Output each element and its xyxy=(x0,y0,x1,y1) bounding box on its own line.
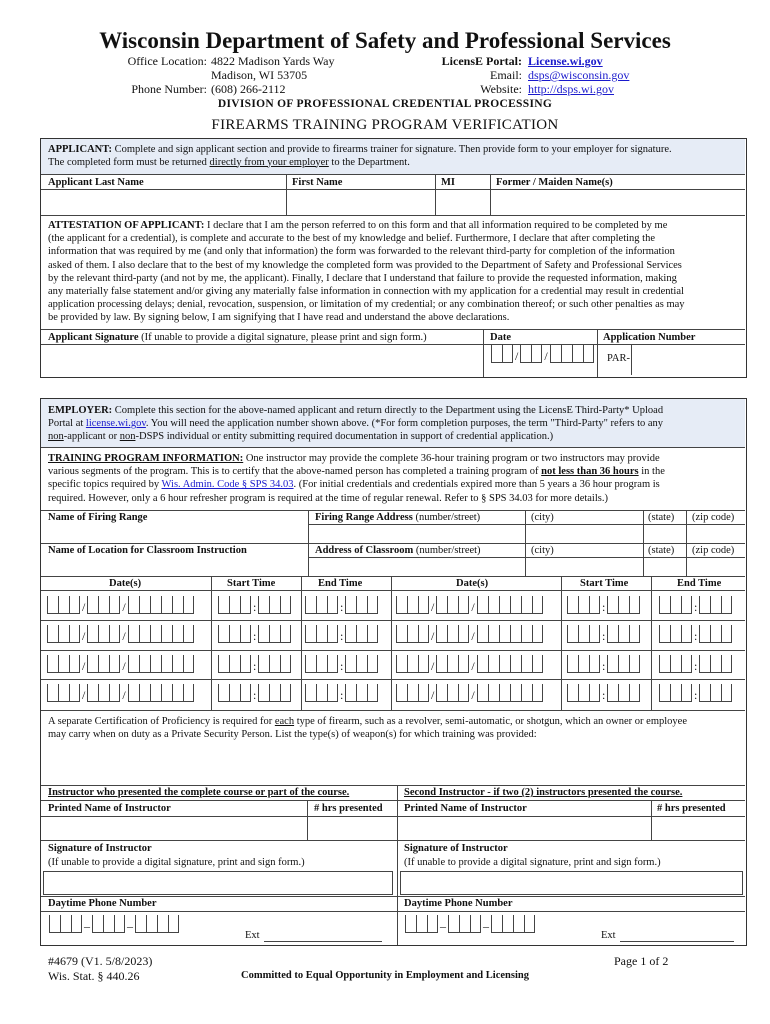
start-time-right-2[interactable]: : xyxy=(567,625,640,643)
employer-intro-l3a: -applicant or xyxy=(63,431,120,443)
training-l3b: . (For initial credentials and credentials expired more than 5 years a 36 hour program is xyxy=(293,479,660,491)
employer-intro-l3u2: non xyxy=(119,431,136,443)
applicant-intro-l2b: to the Department. xyxy=(328,156,410,168)
classroom-location-label: Name of Location for Classroom Instruction xyxy=(48,545,247,556)
footer-motto: Committed to Equal Opportunity in Employment and Licensing xyxy=(241,970,529,981)
weapon-l1u: each xyxy=(274,716,295,727)
hrs-label-1: # hrs presented xyxy=(314,803,383,814)
employer-intro xyxy=(48,404,663,444)
attestation-line: any materially false statement and/or giving any materially false information in connection with my application for a credential may result in credential xyxy=(48,286,684,298)
training-date-left-3[interactable]: / / xyxy=(47,655,194,673)
phone-label-2: Daytime Phone Number xyxy=(404,898,513,909)
end-time-header-right: End Time xyxy=(677,578,722,589)
end-time-left-2[interactable]: : xyxy=(305,625,378,643)
weapon-l2: may carry when on duty as a Private Security Person. List the type(s) of weapon(s) for which training was provided: xyxy=(48,729,537,741)
application-number-label: Application Number xyxy=(603,332,696,343)
firing-range-state-field[interactable] xyxy=(644,525,685,542)
training-date-right-3[interactable]: / / xyxy=(396,655,543,673)
training-l4: required. However, only a 6 hour refresher program is required at the time of regular renewal. Refer to § SPS 34.03 for more details.) xyxy=(48,492,608,504)
start-time-header-right: Start Time xyxy=(580,578,629,589)
hrs-label-2: # hrs presented xyxy=(657,803,726,814)
signature-label-1 xyxy=(48,842,305,870)
applicant-intro-l2a: The completed form must be returned xyxy=(48,156,210,168)
start-time-header-left: Start Time xyxy=(227,578,276,589)
portal-label: LicensE Portal: xyxy=(441,54,522,68)
attestation-heading: ATTESTATION OF APPLICANT: xyxy=(48,220,205,231)
second-instructor-heading xyxy=(404,787,682,798)
office-label: Office Location: xyxy=(127,54,207,68)
employer-intro-l1: Complete this section for the above-named applicant and return directly to the Department using the LicensE Third-Party* Upload xyxy=(112,405,664,416)
applicant-section xyxy=(40,138,747,378)
website-label: Website: xyxy=(480,82,522,96)
end-time-right-3[interactable]: : xyxy=(659,655,732,673)
first-name-field[interactable] xyxy=(287,190,434,214)
employer-intro-l3u1: non xyxy=(48,431,64,443)
instructor2-hrs-field[interactable] xyxy=(652,817,745,839)
first-instructor-heading-text: Instructor who presented the complete course or part of the course. xyxy=(48,787,350,798)
attestation-line: asked of them. I also declare that to the best of my knowledge the completed form was provided to the Department of Safety and Professional Services xyxy=(48,259,682,271)
second-instructor-heading-text: Second Instructor - if two (2) instructors presented the course. xyxy=(404,787,683,798)
first-name-label: First Name xyxy=(292,177,343,188)
agency-title: Wisconsin Department of Safety and Professional Services xyxy=(99,28,671,53)
employer-intro-l2b: . You will need the application number shown above. (*For form completion purposes, the term "Third-Party" refers to any xyxy=(145,418,664,430)
phone-label-1: Daytime Phone Number xyxy=(48,898,157,909)
weapon-l1b: type of firearm, such as a revolver, semi-automatic, or shotgun, which an owner or employee xyxy=(294,716,687,727)
instructor1-ext-field[interactable] xyxy=(264,929,382,942)
application-prefix: PAR- xyxy=(607,353,630,364)
applicant-intro-heading: APPLICANT: xyxy=(48,144,112,155)
training-l1: One instructor may provide the complete 36-hour training program or two instructors may provide xyxy=(243,453,660,464)
applicant-signature-field[interactable] xyxy=(41,345,482,377)
firing-range-city-field[interactable] xyxy=(526,525,642,542)
dates-header-left: Date(s) xyxy=(109,578,142,589)
training-info xyxy=(48,452,665,505)
applicant-signature-label xyxy=(48,332,427,343)
class-state-label: (state) xyxy=(648,545,675,556)
row-divider xyxy=(41,679,745,680)
instructor2-ext-field[interactable] xyxy=(620,929,734,942)
form-title: FIREARMS TRAINING PROGRAM VERIFICATION xyxy=(211,117,559,133)
training-l2a: various segments of the program. This is to certify that the above-named person has completed a training program of xyxy=(48,466,542,478)
attestation-text xyxy=(48,219,743,325)
row-divider xyxy=(41,650,745,651)
class-zip-label: (zip code) xyxy=(692,545,735,556)
first-instructor-heading xyxy=(48,787,349,798)
classroom-zip-field[interactable] xyxy=(687,558,745,575)
applicant-signature-note: (If unable to provide a digital signature, please print and sign form.) xyxy=(141,332,427,343)
start-time-right-3[interactable]: : xyxy=(567,655,640,673)
start-time-left-4[interactable]: : xyxy=(218,684,291,702)
instructor1-hrs-field[interactable] xyxy=(308,817,396,839)
weapon-l1a: A separate Certification of Proficiency is required for xyxy=(48,716,275,727)
start-time-left-1[interactable]: : xyxy=(218,596,291,614)
end-time-header-left: End Time xyxy=(318,578,363,589)
signature-note-2: (If unable to provide a digital signature, print and sign form.) xyxy=(404,857,661,868)
contact-info xyxy=(430,54,629,96)
row-divider xyxy=(41,620,745,621)
end-time-right-2[interactable]: : xyxy=(659,625,732,643)
agency-phone: (608) 266-2112 xyxy=(211,82,286,96)
printed-name-label-1: Printed Name of Instructor xyxy=(48,803,171,814)
training-date-left-4[interactable]: / / xyxy=(47,684,194,702)
range-zip-label: (zip code) xyxy=(692,512,735,523)
instructor1-phone-field[interactable]: – – xyxy=(49,915,179,933)
firing-range-address-label xyxy=(315,512,480,523)
training-date-right-4[interactable]: / / xyxy=(396,684,543,702)
signature-title-2: Signature of Instructor xyxy=(404,843,508,854)
attestation-line: application processing delays; denial, revocation, suspension, or limitation of my credential; or any combination thereof; or such other penalties as may xyxy=(48,299,685,311)
mi-field[interactable] xyxy=(436,190,489,214)
classroom-address-label xyxy=(315,545,481,556)
admin-code-link[interactable]: Wis. Admin. Code § SPS 34.03 xyxy=(161,479,294,491)
instructor1-signature-field[interactable] xyxy=(43,871,393,895)
training-l3a: specific topics required by xyxy=(48,479,162,491)
phone-label: Phone Number: xyxy=(131,82,207,96)
form-id: #4679 (V1. 5/8/2023) xyxy=(48,954,153,968)
signature-label-2 xyxy=(404,842,661,870)
portal-link[interactable]: License.wi.gov xyxy=(528,54,603,68)
start-time-right-1[interactable]: : xyxy=(567,596,640,614)
training-date-right-2[interactable]: / / xyxy=(396,625,543,643)
end-time-left-1[interactable]: : xyxy=(305,596,378,614)
ext-label-2: Ext xyxy=(601,930,616,941)
employer-intro-heading: EMPLOYER: xyxy=(48,405,113,416)
printed-name-label-2: Printed Name of Instructor xyxy=(404,803,527,814)
former-name-label: Former / Maiden Name(s) xyxy=(496,177,613,188)
former-name-field[interactable] xyxy=(491,190,745,214)
training-l2c: in the xyxy=(638,466,665,478)
attestation-line: I declare that I am the person referred to on this form and that all information required to be completed by me xyxy=(204,220,668,231)
weapon-types-field[interactable] xyxy=(45,743,741,783)
end-time-left-4[interactable]: : xyxy=(305,684,378,702)
firing-range-zip-field[interactable] xyxy=(687,525,745,542)
licensee-portal-link[interactable]: license.wi.gov xyxy=(85,418,146,430)
attestation-line: be provided by law. By signing below, I am signifying that I have read and understand the above declarations. xyxy=(48,312,510,324)
end-time-left-3[interactable]: : xyxy=(305,655,378,673)
training-hours: not less than 36 hours xyxy=(541,466,639,478)
applicant-intro-text: Complete and sign applicant section and provide to firearms trainer for signature. Then provide form to your employer for signature. xyxy=(111,144,672,155)
signature-title-1: Signature of Instructor xyxy=(48,843,152,854)
dates-header-right: Date(s) xyxy=(456,578,489,589)
end-time-right-4[interactable]: : xyxy=(659,684,732,702)
instructor2-signature-field[interactable] xyxy=(400,871,743,895)
page-number: Page 1 of 2 xyxy=(614,954,669,968)
mi-label: MI xyxy=(441,177,455,188)
training-date-right-1[interactable]: / / xyxy=(396,596,543,614)
website-link[interactable]: http://dsps.wi.gov xyxy=(528,82,615,96)
firing-range-street-field[interactable] xyxy=(309,525,524,542)
applicant-intro xyxy=(48,144,672,169)
classroom-city-field[interactable] xyxy=(526,558,642,575)
classroom-street-field[interactable] xyxy=(309,558,524,575)
range-city-label: (city) xyxy=(531,512,554,523)
start-time-left-3[interactable]: : xyxy=(218,655,291,673)
start-time-left-2[interactable]: : xyxy=(218,625,291,643)
application-number-field[interactable] xyxy=(631,345,696,375)
attestation-line: by the relevant third-party (and not by me, the applicant). Finally, I declare that I understand that failure to provide the requested information, making xyxy=(48,272,677,284)
office-info xyxy=(115,54,335,96)
employer-section xyxy=(40,398,747,946)
weapon-instructions xyxy=(48,715,687,741)
email-link[interactable]: dsps@wisconsin.gov xyxy=(528,68,630,82)
applicant-signature-title: Applicant Signature xyxy=(48,332,139,343)
instructor2-phone-field[interactable]: – – xyxy=(405,915,535,933)
ext-label-1: Ext xyxy=(245,930,260,941)
instructor1-name-field[interactable] xyxy=(41,817,306,839)
office-line2: Madison, WI 53705 xyxy=(211,68,308,82)
last-name-field[interactable] xyxy=(41,190,285,214)
firing-range-name-label: Name of Firing Range xyxy=(48,512,148,523)
employer-intro-l2a: Portal at xyxy=(48,418,86,430)
classroom-location-field[interactable] xyxy=(41,558,307,575)
training-date-left-1[interactable]: / / xyxy=(47,596,194,614)
training-date-left-2[interactable]: / / xyxy=(47,625,194,643)
address-hint: (number/street) xyxy=(415,512,481,523)
date-field[interactable]: / / xyxy=(491,345,594,363)
attestation-line: information that was required by me (and only that information) the form was forwarded to the relevant third-party for completion of the information xyxy=(48,246,675,258)
last-name-label: Applicant Last Name xyxy=(48,177,144,188)
signature-note-1: (If unable to provide a digital signature, print and sign form.) xyxy=(48,857,305,868)
firing-range-address-title: Firing Range Address xyxy=(315,512,413,523)
address-hint: (number/street) xyxy=(415,545,481,556)
instructor2-name-field[interactable] xyxy=(398,817,650,839)
applicant-intro-l2u: directly from your employer xyxy=(209,156,329,168)
attestation-line: (the applicant for a credential), is complete and accurate to the best of my knowledge and belief. Furthermore, I declare that after completing the xyxy=(48,233,655,245)
start-time-right-4[interactable]: : xyxy=(567,684,640,702)
end-time-right-1[interactable]: : xyxy=(659,596,732,614)
range-state-label: (state) xyxy=(648,512,675,523)
date-label: Date xyxy=(490,332,511,343)
employer-intro-l3b: -DSPS individual or entity submitting required documentation in support of credential application.) xyxy=(135,431,554,443)
training-heading: TRAINING PROGRAM INFORMATION: xyxy=(48,453,244,464)
classroom-address-title: Address of Classroom xyxy=(315,545,414,556)
division-name: DIVISION OF PROFESSIONAL CREDENTIAL PROCESSING xyxy=(217,98,553,110)
email-label: Email: xyxy=(490,68,522,82)
classroom-state-field[interactable] xyxy=(644,558,685,575)
class-city-label: (city) xyxy=(531,545,554,556)
office-line1: 4822 Madison Yards Way xyxy=(211,54,335,68)
firing-range-name-field[interactable] xyxy=(41,525,307,542)
statute: Wis. Stat. § 440.26 xyxy=(48,969,140,983)
